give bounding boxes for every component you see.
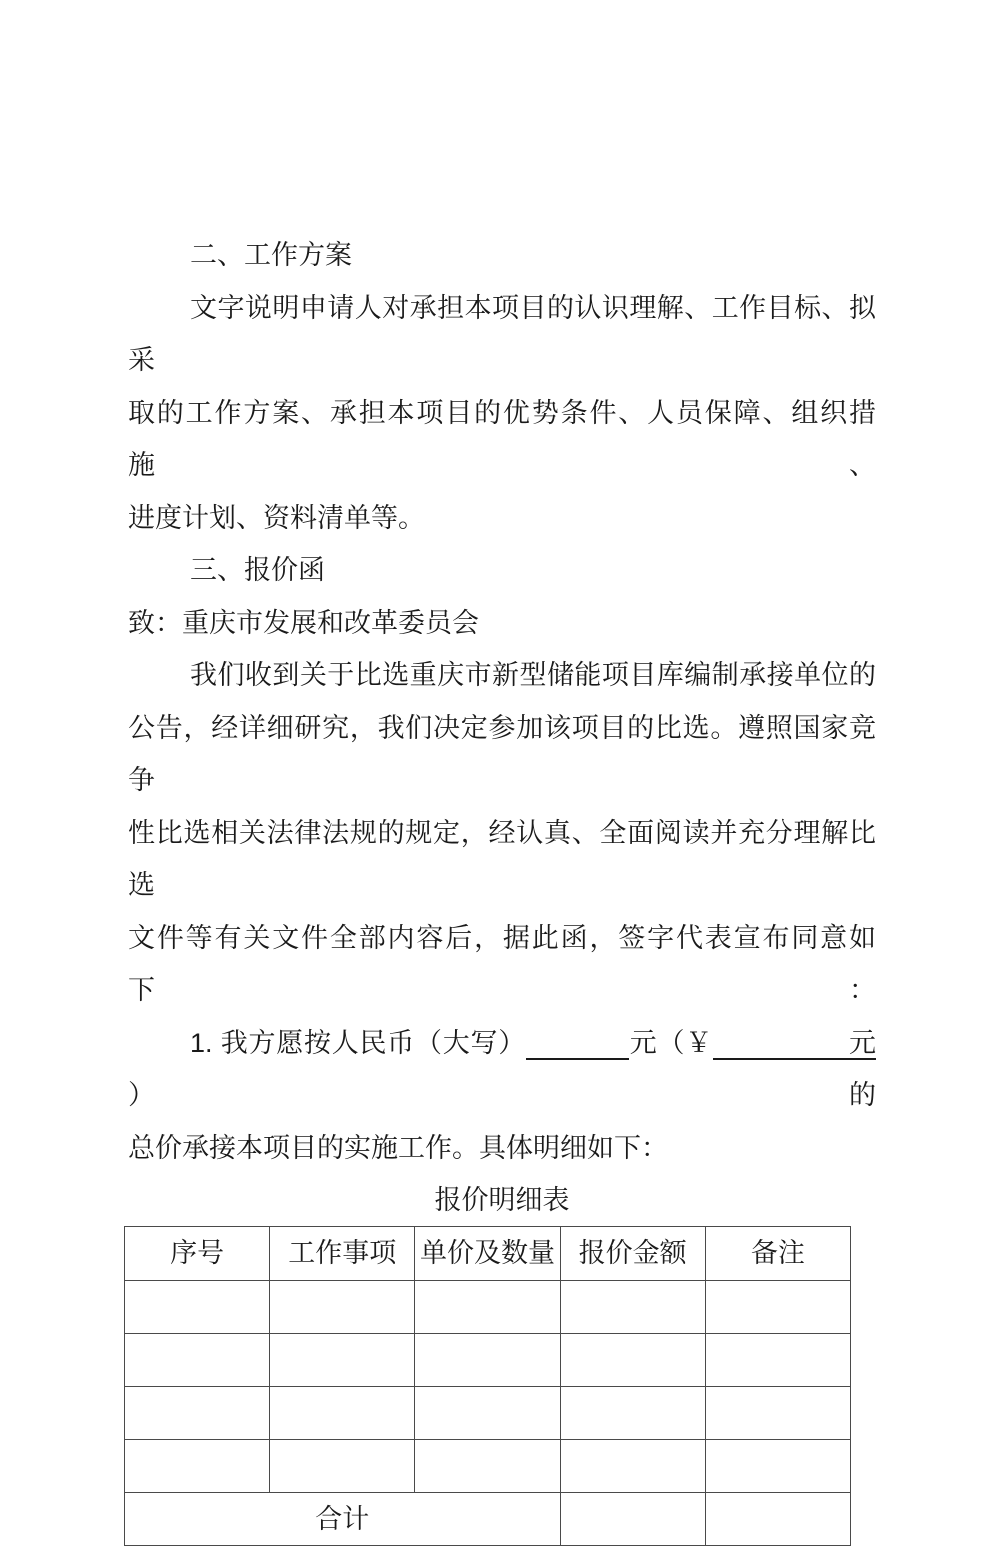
empty-cell[interactable] [415, 1333, 560, 1386]
table-total-row [125, 1492, 851, 1546]
empty-cell[interactable] [560, 1280, 705, 1333]
header-quote-amount: 报价金额 [560, 1227, 705, 1281]
header-unit-price-quantity: 单价及数量 [415, 1227, 560, 1281]
empty-cell[interactable] [705, 1333, 850, 1386]
empty-cell[interactable] [705, 1280, 850, 1333]
quotation-line-4: 文件等有关文件全部内容后，据此函，签字代表宣布同意如下： [128, 922, 876, 1005]
empty-cell[interactable] [270, 1386, 415, 1439]
empty-cell[interactable] [270, 1439, 415, 1492]
total-label-cell: 合计 [125, 1492, 561, 1546]
empty-cell[interactable] [125, 1439, 270, 1492]
table-row [125, 1439, 851, 1492]
empty-cell[interactable] [125, 1280, 270, 1333]
price-line-mid: 元（￥ [629, 1027, 713, 1058]
empty-cell[interactable] [705, 1439, 850, 1492]
section-heading-work-plan: 二、工作方案 [190, 240, 352, 270]
empty-cell[interactable] [705, 1386, 850, 1439]
salutation-line: 致：重庆市发展和改革委员会 [128, 607, 479, 638]
empty-cell[interactable] [270, 1333, 415, 1386]
table-row [125, 1333, 851, 1386]
table-row [125, 1280, 851, 1333]
empty-cell[interactable] [125, 1333, 270, 1386]
empty-cell[interactable] [125, 1386, 270, 1439]
quotation-line-2: 公告，经详细研究，我们决定参加该项目的比选。遵照国家竞争 [128, 712, 876, 795]
header-work-item: 工作事项 [270, 1227, 415, 1281]
table-header-row [125, 1227, 851, 1281]
header-remarks: 备注 [705, 1227, 850, 1281]
amount-figures-unit: 元 [849, 1027, 876, 1058]
table-title: 报价明细表 [434, 1185, 570, 1215]
empty-cell[interactable] [415, 1280, 560, 1333]
amount-in-figures-blank[interactable] [713, 1028, 876, 1060]
empty-cell[interactable] [415, 1386, 560, 1439]
section-heading-quotation-letter: 三、报价函 [190, 555, 325, 585]
empty-cell[interactable] [560, 1333, 705, 1386]
work-plan-line-1: 文字说明申请人对承担本项目的认识理解、工作目标、拟采 [128, 292, 876, 375]
quotation-line-1: 我们收到关于比选重庆市新型储能项目库编制承接单位的 [190, 660, 876, 690]
empty-cell[interactable] [560, 1439, 705, 1492]
work-plan-line-2: 取的工作方案、承担本项目的优势条件、人员保障、组织措施、 [128, 397, 876, 480]
quotation-detail-table [124, 1226, 851, 1546]
price-line-suffix: ）的 [128, 1080, 876, 1110]
empty-cell[interactable] [270, 1280, 415, 1333]
quotation-line-3: 性比选相关法律法规的规定，经认真、全面阅读并充分理解比选 [128, 817, 876, 900]
header-serial-number: 序号 [125, 1227, 270, 1281]
price-line-prefix: 1. 我方愿按人民币（大写） [190, 1027, 526, 1058]
amount-in-words-blank[interactable] [526, 1028, 629, 1060]
total-remarks-cell[interactable] [705, 1492, 850, 1546]
total-amount-cell[interactable] [560, 1492, 705, 1546]
empty-cell[interactable] [415, 1439, 560, 1492]
table-row [125, 1386, 851, 1439]
price-line-2: 总价承接本项目的实施工作。具体明细如下： [128, 1132, 668, 1163]
work-plan-line-3: 进度计划、资料清单等。 [128, 502, 425, 533]
empty-cell[interactable] [560, 1386, 705, 1439]
price-line [128, 1017, 876, 1122]
